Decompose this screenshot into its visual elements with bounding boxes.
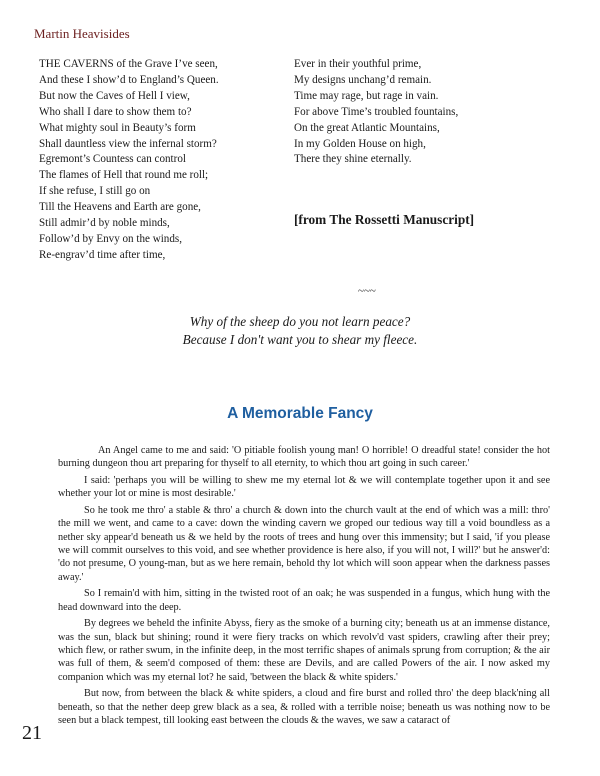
prose-paragraph: By degrees we beheld the infinite Abyss, fiery as the smoke of a burning city; beneath us at an immense distance, was the sun, black but shining; round it were fiery tracks on which revolv'd vast spiders, crawling after their prey; which flew, or rather swum, in the infinite deep, in the most terrific shapes of animals sprung from corruption; & the air was full of them, & seem'd composed of them: these are Devils, and are called Powers of the air. I now asked my companion which was my eternal lot? he said, 'between the black & white spiders.': [58, 618, 550, 683]
poem-line: There they shine eternally.: [294, 153, 412, 166]
poem-line: On the great Atlantic Mountains,: [294, 121, 440, 134]
poem-line: Re-engrav’d time after time,: [39, 248, 166, 261]
section-divider: ~~~: [358, 285, 376, 297]
poem-line: What mighty soul in Beauty’s form: [39, 121, 196, 134]
running-header-author: Martin Heavisides: [34, 26, 130, 41]
poem-line: THE CAVERNS of the Grave I’ve seen,: [39, 58, 218, 70]
prose-paragraph: I said: 'perhaps you will be willing to shew me my eternal lot & we will contemplate together upon it and see whether your lot or mine is most desirable.': [58, 474, 550, 500]
poem-line: Ever in their youthful prime,: [294, 58, 422, 70]
poem-right-column: [294, 57, 564, 168]
section-title: A Memorable Fancy: [227, 405, 373, 422]
poem-line: In my Golden House on high,: [294, 137, 426, 150]
poem-line: Shall dauntless view the infernal storm?: [39, 137, 217, 150]
poem-line: Still admir’d by noble minds,: [39, 217, 170, 230]
epigram-line: Why of the sheep do you not learn peace?: [189, 314, 411, 329]
epigram-line: Because I don't want you to shear my fleece.: [182, 332, 418, 347]
poem-line: Egremont’s Countess can control: [39, 153, 186, 166]
page-number: 21: [22, 722, 42, 744]
prose-paragraph: An Angel came to me and said: 'O pitiable foolish young man! O horrible! O dreadful state! consider the hot burning dungeon thou art preparing for thyself to all eternity, to which thou art going in such career.': [58, 445, 550, 470]
poem-line: And these I show’d to England’s Queen.: [39, 73, 219, 86]
prose-paragraph: So he took me thro' a stable & thro' a church & down into the church vault at the end of which was a mill: thro' the mill we went, and came to a cave: down the winding cavern we groped our tedious way till a void boundless as a nether sky appear'd beneath us & we held by the roots of trees and hung over this immensity; but I said, 'if you please we will commit ourselves to this void, and see whether providence is here also, if you will not, I will?' but he answer'd: 'do not presume, O young-man, but as we here remain, behold thy lot which will soon appear when the darkness passes away.': [58, 504, 550, 583]
epigram: [0, 313, 600, 349]
poem-source-attribution: [from The Rossetti Manuscript]: [294, 212, 475, 227]
poem-line: But now the Caves of Hell I view,: [39, 89, 190, 102]
poem-line: If she refuse, I still go on: [39, 185, 151, 198]
poem-line: The flames of Hell that round me roll;: [39, 169, 209, 182]
poem-line: Follow’d by Envy on the winds,: [39, 232, 182, 245]
prose-paragraph: So I remain'd with him, sitting in the twisted root of an oak; he was suspended in a fungus, which hung with the head downward into the deep.: [58, 588, 550, 613]
poem-line: Who shall I dare to show them to?: [39, 105, 192, 118]
prose-body: [58, 444, 550, 731]
poem-line: Time may rage, but rage in vain.: [294, 89, 439, 102]
poem-line: For above Time’s troubled fountains,: [294, 105, 459, 118]
poem-line: Till the Heavens and Earth are gone,: [39, 201, 201, 214]
prose-paragraph: But now, from between the black & white spiders, a cloud and fire burst and rolled thro' the deep black'ning all beneath, so that the nether deep grew black as a sea, & rolled with a terrible noise; beneath us was nothing now to be seen but a black tempest, till looking east between the clouds & the waves, we saw a cataract of: [58, 688, 550, 727]
poem-line: My designs unchang’d remain.: [294, 73, 432, 86]
poem-left-column: [39, 57, 279, 264]
